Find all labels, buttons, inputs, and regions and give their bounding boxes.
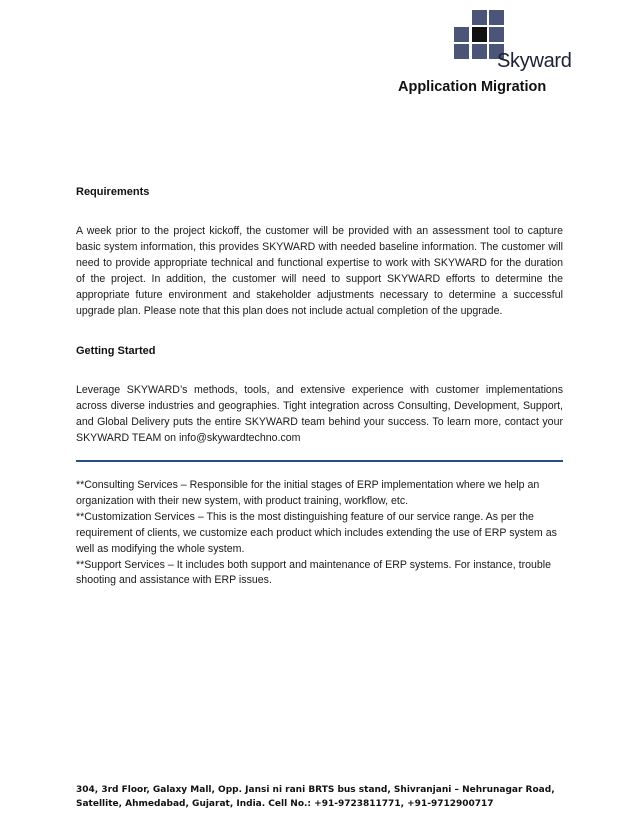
logo-square <box>489 10 504 25</box>
requirements-heading: Requirements <box>76 186 150 198</box>
footer-line-1: 304, 3rd Floor, Galaxy Mall, Opp. Jansi ni rani BRTS bus stand, Shivranjani – Nehrunagar Road, <box>76 785 555 795</box>
document-title: Application Migration <box>398 79 547 95</box>
logo-square <box>472 10 487 25</box>
footer-address <box>76 783 576 811</box>
service-item-consulting: **Consulting Services – Responsible for the initial stages of ERP implementation where we help an organization with their new system, with product training, workflow, etc. <box>76 479 540 507</box>
requirements-paragraph: A week prior to the project kickoff, the customer will be provided with an assessment tool to capture basic system information, this provides SKYWARD with needed baseline information. The customer will need to provide appropriate technical and functional expertise to work with SKYWARD for the duration of the project. In addition, the customer will need to support SKYWARD efforts to determine the appropriate future environment and stakeholder adjustments necessary to determine a successful upgrade plan. Please note that this plan does not include actual completion of the upgrade. <box>76 225 563 317</box>
logo-wordmark: Skyward <box>497 50 572 72</box>
logo-square <box>454 27 469 42</box>
getting-started-paragraph: Leverage SKYWARD’s methods, tools, and extensive experience with customer implementations across diverse industries and geographies. Tight integration across Consulting, Development, Support, and Global Delivery puts the entire SKYWARD team behind your success. To learn more, contact your SKYWARD TEAM on info@skywardtechno.com <box>76 384 563 444</box>
getting-started-heading: Getting Started <box>76 345 156 357</box>
services-list <box>76 478 563 589</box>
logo-square <box>472 44 487 59</box>
footer-line-2: Satellite, Ahmedabad, Gujarat, India. Cell No.: +91-9723811771, +91-9712900717 <box>76 799 494 809</box>
service-item-customization: **Customization Services – This is the most distinguishing feature of our service range. As per the requirement of clients, we customize each product which includes extending the use of ERP system as well as modifying the whole system. <box>76 510 557 555</box>
logo-square <box>472 27 487 42</box>
logo-square <box>454 44 469 59</box>
section-divider <box>76 460 563 462</box>
logo-square <box>489 27 504 42</box>
service-item-support: **Support Services – It includes both support and maintenance of ERP systems. For instance, trouble shooting and assistance with ERP issues. <box>76 558 552 587</box>
